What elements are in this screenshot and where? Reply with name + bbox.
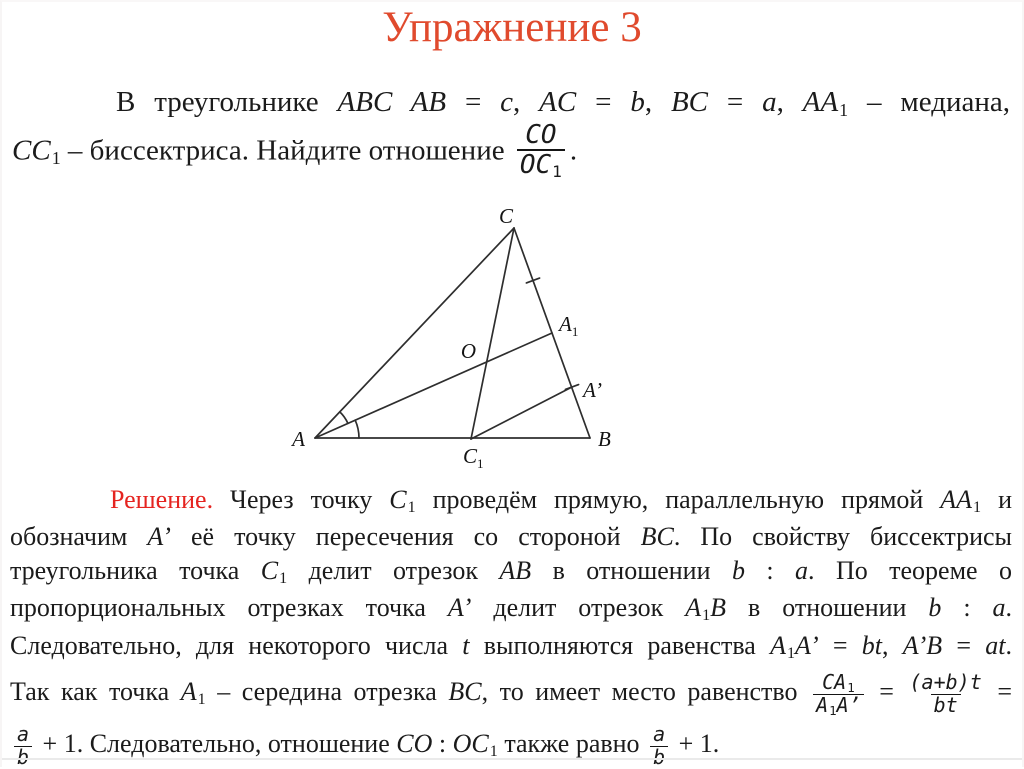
- inline-fraction: [813, 672, 864, 716]
- subscript: 1: [702, 607, 711, 625]
- subscript: 1: [407, 499, 416, 517]
- math-variable: A’: [147, 522, 171, 552]
- math-variable: b: [731, 555, 745, 585]
- subscript: 1: [51, 148, 61, 169]
- math-variable: A’B: [902, 630, 943, 660]
- problem-line-1: В треугольнике ABC AB = c, AC = b, BC = a, AA1 – медиана,: [116, 86, 1011, 120]
- math-variable: b: [630, 86, 645, 118]
- bottom-divider: [2, 758, 1022, 760]
- fraction-denominator: b: [14, 746, 32, 769]
- math-variable: C: [389, 485, 407, 514]
- label-C: C: [498, 204, 514, 228]
- math-variable: BC: [448, 677, 482, 707]
- fraction-numerator: CO: [525, 120, 557, 150]
- angle-arc-A1AB: [355, 420, 359, 438]
- inline-fraction: [650, 724, 668, 768]
- math-variable: bt: [861, 630, 882, 660]
- math-variable: AA: [940, 485, 973, 514]
- subscript: 1: [973, 499, 982, 517]
- math-variable: AA: [802, 86, 839, 118]
- fraction-numerator: CA1: [822, 670, 855, 696]
- math-variable: BC: [670, 86, 709, 118]
- solution-line-7: $\frac{a}{b}$ + 1. Следовательно, отношение CO : OC1 также равно $\frac{a}{b}$ + 1.: [10, 716, 1012, 768]
- fraction-numerator: a: [17, 722, 30, 747]
- math-variable: A: [770, 630, 786, 660]
- solution-line-5: Следовательно, для некоторого числа t выполняются равенства A1A’ = bt, A’B = at.: [10, 630, 1012, 662]
- parallel-C1-Aprime: [471, 387, 572, 439]
- bisector-CC1: [471, 228, 514, 439]
- solution-line-1: Решение. Через точку C1 проведём прямую, параллельную прямой AA1 и: [110, 485, 1012, 517]
- label-B: B: [598, 427, 611, 451]
- fraction-numerator: a: [653, 722, 666, 747]
- median-AA1: [315, 333, 552, 438]
- math-variable: b: [928, 593, 942, 623]
- math-variable: A: [685, 593, 702, 623]
- solution-text: [10, 483, 1012, 768]
- math-variable: t: [462, 630, 470, 660]
- label-Aprime: A’: [583, 378, 603, 402]
- inline-fraction: [14, 724, 32, 768]
- math-variable: AB: [499, 555, 532, 585]
- solution-keyword: Решение.: [110, 485, 214, 514]
- math-variable: a: [762, 86, 777, 118]
- subscript: 1: [786, 644, 796, 662]
- math-variable: a: [795, 555, 809, 585]
- solution-line-3: треугольника точка C1 делит отрезок AB в отношении b : a. По теореме о: [10, 555, 1012, 587]
- math-variable: AC: [539, 86, 577, 118]
- math-variable: a: [992, 593, 1006, 623]
- slide-title: Упражнение 3: [382, 4, 642, 51]
- math-variable: at: [985, 630, 1006, 660]
- problem-line-2: CC1 – биссектриса. Найдите отношение $\frac{CO}{OC1}$ .: [12, 120, 578, 182]
- math-variable: c: [500, 86, 514, 118]
- math-variable: C: [260, 555, 279, 585]
- fraction-numerator: (a+b)t: [909, 670, 982, 695]
- solution-line-4: пропорциональных отрезках точка A’ делит отрезок A1B в отношении b : a.: [10, 593, 1012, 625]
- angle-arc-CAA1: [340, 412, 348, 424]
- fraction-denominator: bt: [931, 694, 961, 717]
- math-variable: A: [180, 677, 197, 707]
- label-A: A: [292, 427, 305, 451]
- side-AC: [315, 228, 514, 438]
- figure-label-subscript: 1: [477, 456, 484, 471]
- label-O: O: [460, 339, 476, 363]
- subscript: 1: [829, 702, 837, 718]
- math-variable: ABC AB: [337, 86, 447, 118]
- subscript: 1: [197, 691, 206, 709]
- math-variable: B: [710, 593, 727, 623]
- math-variable: A’: [447, 593, 472, 623]
- math-variable: CO: [396, 729, 433, 759]
- math-variable: CC: [12, 134, 51, 167]
- subscript: 1: [847, 680, 855, 696]
- math-variable: OC: [452, 729, 489, 759]
- label-A1: $A_1$: [559, 312, 579, 339]
- math-variable: BC: [640, 522, 674, 552]
- inline-fraction: [910, 672, 982, 716]
- fraction-denominator: OC1: [517, 149, 565, 179]
- fraction-denominator: b: [650, 746, 668, 769]
- solution-line-2: обозначим A’ её точку пересечения со стороной BC. По свойству биссектрисы: [10, 522, 1013, 552]
- subscript: 1: [489, 743, 498, 761]
- subscript: 1: [279, 570, 288, 587]
- figure-label-subscript: 1: [571, 324, 579, 339]
- subscript: 1: [552, 162, 562, 182]
- solution-line-6: Так как точка A1 – середина отрезка BC, то имеет место равенство $\frac{CA1}{A1A’}$ = $\frac{(a+b)t}{bt}$ =: [10, 670, 1012, 718]
- label-C1: $C_1$: [463, 444, 484, 471]
- subscript: 1: [839, 99, 849, 120]
- math-variable: A’: [795, 630, 819, 660]
- fraction-denominator: A1A’: [813, 694, 864, 717]
